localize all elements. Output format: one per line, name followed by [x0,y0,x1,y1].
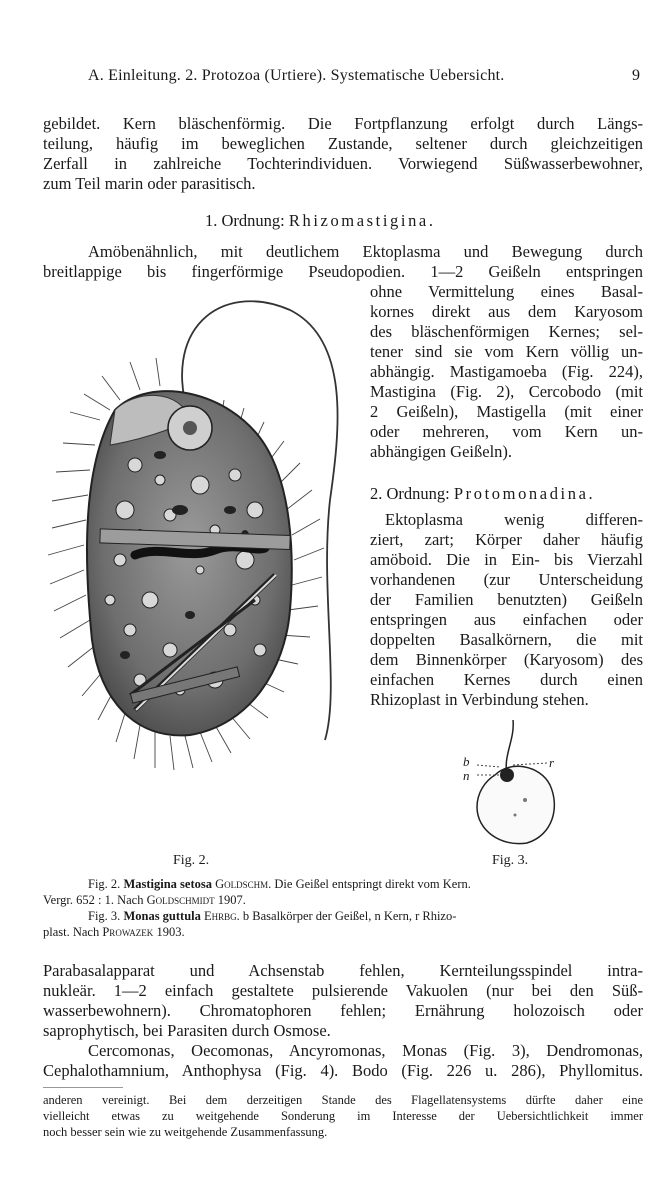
text-line: ohne Vermittelung eines Basal- [370,282,643,301]
footnote-line: noch besser sein wie zu weitgehende Zusammenfassung. [43,1125,328,1139]
order2-prefix: 2. Ordnung: [370,484,450,503]
text-line: gebildet. Kern bläschenförmig. Die Fortpflanzung erfolgt durch Längs- [43,114,643,133]
text-line: oder mehreren, vom Kern un- [370,422,643,441]
species-name: Monas guttula [123,909,201,923]
text-line: Cephalothamnium, Anthophysa (Fig. 4). Bodo (Fig. 226 u. 286), Phyllomitus. [43,1061,643,1080]
figure-3-label: Fig. 3. [492,853,529,868]
fig3-label-r: r [549,755,555,770]
caption-fig2-line1: Fig. 2. Mastigina setosa Goldschm. Die Geißel entspringt direkt vom Kern. [88,877,471,891]
text-line: Cercomonas, Oecomonas, Ancyromonas, Monas (Fig. 3), Dendromonas, [88,1041,643,1060]
text-line: des bläschenförmigen Kernes; sel- [370,322,643,341]
page-number: 9 [632,67,641,84]
text-line: der Familien benutzten) Geißeln [370,590,643,609]
species-name: Mastigina setosa [123,877,212,891]
text-line: dem Binnenkörper (Karyosom) des [370,650,643,669]
text-line: kornes direkt aus dem Karyosom [370,302,643,321]
text-line: tener sind sie vom Kern völlig un- [370,342,643,361]
text-line: Ektoplasma wenig differen- [385,510,643,529]
text-line: Amöbenähnlich, mit deutlichem Ektoplasma und Bewegung durch [88,242,643,261]
order1-heading [205,211,436,231]
text-line: amöboid. Die in Ein- bis Vierzahl [370,550,643,569]
text-line: nukleär. 1—2 einfach gestaltete pulsierende Vakuolen (nur bei den Süß- [43,981,643,1000]
text-line: doppelten Basalkörnern, die mit [370,630,643,649]
figure-3-illustration [455,715,575,850]
order1-name: Rhizomastigina. [288,211,436,230]
text-line: breitlappige bis fingerförmige Pseudopodien. 1—2 Geißeln entspringen [43,262,643,281]
figure-2-label: Fig. 2. [173,853,210,868]
text-line: saprophytisch, bei Parasiten durch Osmose. [43,1021,331,1040]
karyosom [183,421,197,435]
caption-fig3-line1: Fig. 3. Monas guttula Ehrbg. b Basalkörper der Geißel, n Kern, r Rhizo- [88,909,457,923]
text-line: einfachen Kernes durch einen [370,670,643,689]
running-head: A. Einleitung. 2. Protozoa (Urtiere). Systematische Uebersicht. [88,67,505,84]
text-line: zum Teil marin oder parasitisch. [43,174,256,193]
caption-fig2-line2: Vergr. 652 : 1. Nach Goldschmidt 1907. [43,893,246,907]
order1-prefix: 1. Ordnung: [205,211,285,230]
cell-body [477,766,554,843]
fig3-label-n: n [463,768,470,783]
text-line: vorhandenen (zur Unterscheidung [370,570,643,589]
footnote-rule [43,1087,123,1088]
text-line: Parabasalapparat und Achsenstab fehlen, Kernteilungsspindel intra- [43,961,643,980]
text-line: ziert, zart; Körper daher häufig [370,530,643,549]
figure-2-illustration [40,270,360,830]
text-line: 2 Geißeln), Mastigella (mit einer [370,402,643,421]
text-line: Mastigina (Fig. 2), Cercobodo (mit [370,382,643,401]
footnote-line: anderen vereinigt. Bei dem derzeitigen Stande des Flagellatensystems dürfte daher eine [43,1093,643,1107]
caption-fig3-line2: plast. Nach Prowazek 1903. [43,925,185,939]
text-line: abhängig. Mastigamoeba (Fig. 224), [370,362,643,381]
text-line: entspringen aus einfachen oder [370,610,643,629]
text-line: wasserbewohnern). Chromatophoren fehlen; Ernährung holozoisch oder [43,1001,643,1020]
text-line: abhängigen Geißeln). [370,442,513,461]
order2-name: Protomonadina. [453,484,596,503]
text-line: teilung, häufig im beweglichen Zustande, seltener durch gleichzeitigen [43,134,643,153]
order2-heading [370,484,595,504]
text-line: Zerfall in zahlreiche Tochterindividuen. Vorwiegend Süßwasserbewohner, [43,154,643,173]
nucleus [500,768,514,782]
footnote-line: vielleicht etwas zu weitgehende Sonderung im Interesse der Uebersichtlichkeit immer [43,1109,643,1123]
fig3-label-b: b [463,754,470,769]
text-line: Rhizoplast in Verbindung stehen. [370,690,589,709]
